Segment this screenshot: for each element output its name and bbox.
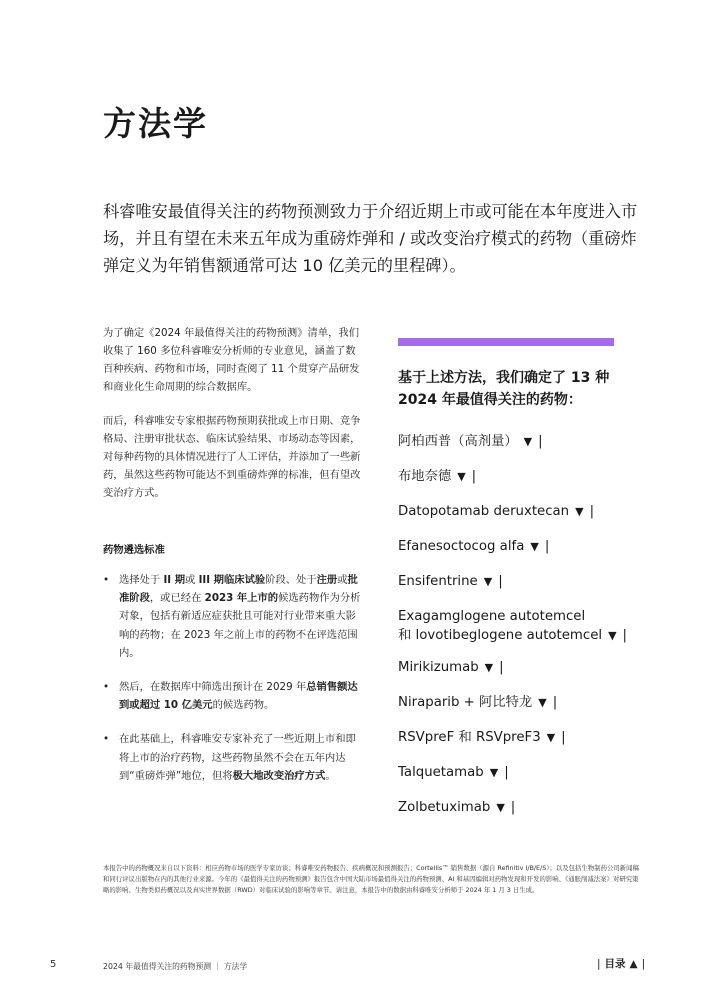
toc-label: 目录	[604, 958, 626, 970]
bullet-icon: •	[103, 574, 110, 586]
footer-doc-title: 2024 年最值得关注的药物预测 ｜ 方法学	[103, 962, 248, 971]
bullet-icon: •	[103, 681, 110, 694]
method-paragraph-2: 而后，科睿唯安专家根据药物预期获批或上市日期、竞争格局、注册审批状态、临床试验结果、市场动态等因素，对每种药物的具体情况进行了人工评估，并添加了一些新药，虽然这些药物可能达不到重磅炸弹的标准，但有望改变治疗方式。	[103, 415, 361, 499]
separator-bar: |	[622, 628, 628, 643]
separator-bar: |	[471, 469, 477, 484]
drug-item[interactable]: Ensifentrine ▼ |	[398, 574, 503, 589]
drug-item[interactable]: Mirikizumab ▼ |	[398, 660, 504, 675]
separator-bar: |	[498, 574, 503, 589]
toc-link[interactable]	[597, 956, 645, 971]
chevron-down-icon: ▼	[538, 696, 547, 709]
separator-bar: |	[499, 660, 504, 675]
separator-bar: |	[544, 539, 550, 554]
methodology-text	[103, 324, 365, 502]
drug-item[interactable]: 布地奈德 ▼ |	[398, 469, 477, 484]
chevron-down-icon: ▼	[530, 540, 539, 553]
separator-bar: |	[510, 800, 516, 815]
drug-list	[398, 432, 648, 833]
separator-bar: |	[561, 730, 566, 745]
drug-item[interactable]: RSVpreF 和 RSVpreF3 ▼ |	[398, 730, 566, 745]
up-arrow-icon: ▲	[629, 958, 638, 970]
chevron-down-icon: ▼	[575, 505, 584, 518]
drug-item[interactable]: Talquetamab ▼ |	[398, 765, 509, 780]
separator-bar: |	[597, 958, 601, 970]
drug-item[interactable]: Niraparib + 阿比特龙 ▼ |	[398, 695, 558, 710]
page-number: 5	[50, 959, 57, 970]
separator-bar: |	[538, 434, 543, 449]
method-paragraph-1: 为了确定《2024 年最值得关注的药物预测》清单，我们收集了 160 多位科睿唯安分析师的专业意见，涵盖了数百种疾病、药物和市场，同时查阅了 11 个贯穿产品研发和商业化生命周期的综合数据库。	[103, 327, 360, 393]
separator-bar: |	[552, 695, 558, 710]
page-title: 方法学	[103, 104, 208, 143]
drug-list-heading: 基于上述方法，我们确定了 13 种 2024 年最值得关注的药物：	[398, 370, 610, 408]
separator-bar: |	[641, 958, 646, 970]
separator-bar: |	[504, 765, 509, 780]
criteria-item-1: • 选择处于 II 期或 III 期临床试验阶段、处于注册或批准阶段，或已经在 2023 年上市的候选药物作为分析对象，包括有新适应症获批且可能对行业带来重大影响的药物；在 2023 年之前上市的药物不在评选范围内。	[103, 571, 365, 662]
criteria-heading: 药物遴选标准	[103, 544, 165, 556]
separator-bar: |	[589, 504, 595, 519]
chevron-down-icon: ▼	[483, 575, 493, 588]
chevron-down-icon: ▼	[523, 435, 533, 448]
drug-item[interactable]: Datopotamab deruxtecan ▼ |	[398, 504, 595, 519]
drug-item[interactable]: Efanesoctocog alfa ▼ |	[398, 539, 550, 554]
chevron-down-icon: ▼	[457, 470, 466, 483]
chevron-down-icon: ▼	[608, 629, 617, 642]
intro-paragraph: 科睿唯安最值得关注的药物预测致力于介绍近期上市或可能在本年度进入市场，并且有望在未来五年成为重磅炸弹和 / 或改变治疗模式的药物（重磅炸弹定义为年销售额通常可达 10 亿美元的里程碑）。	[103, 202, 638, 275]
drug-item[interactable]: Zolbetuximab ▼ |	[398, 800, 516, 815]
criteria-item-3: • 在此基础上，科睿唯安专家补充了一些近期上市和即将上市的治疗药物，这些药物虽然不会在五年内达到“重磅炸弹”地位，但将极大地改变治疗方式。	[103, 730, 365, 785]
accent-bar	[398, 338, 614, 346]
drug-item[interactable]: Exagamglogene autotemcel 和 lovotibeglogene autotemcel ▼ |	[398, 609, 628, 643]
footnote: 本报告中的药物概况来自以下资料：相应药物市场的医学专家访谈；科睿唯安药物报告、疾病概况和预测报告；Cortellis™ 销售数据（源自 Refinitiv I/B/E/S）；以及包括生物制药公司新闻稿和同行评议出版物在内的其他行业来源。今年的《最值得关注的药物预测》报告包含中国大陆市场最值得关注的药物预测、AI 和基因编辑对药物发现和开发的影响、《通胀削减法案》对研究策略的影响、生物类似药概况以及真实世界数据（RWD）对临床试验的影响等章节。请注意，本报告中的数据由科睿唯安分析师于 2024 年 1 月 3 日生成。	[103, 864, 639, 894]
chevron-down-icon: ▼	[489, 766, 499, 779]
chevron-down-icon: ▼	[546, 731, 556, 744]
criteria-item-2: • 然后，在数据库中筛选出预计在 2029 年总销售额达到或超过 10 亿美元的候选药物。	[103, 678, 365, 714]
chevron-down-icon: ▼	[496, 801, 505, 814]
chevron-down-icon: ▼	[484, 661, 494, 674]
drug-item[interactable]: 阿柏西普（高剂量） ▼ |	[398, 434, 543, 449]
criteria-list	[103, 571, 365, 801]
bullet-icon: •	[103, 733, 110, 746]
